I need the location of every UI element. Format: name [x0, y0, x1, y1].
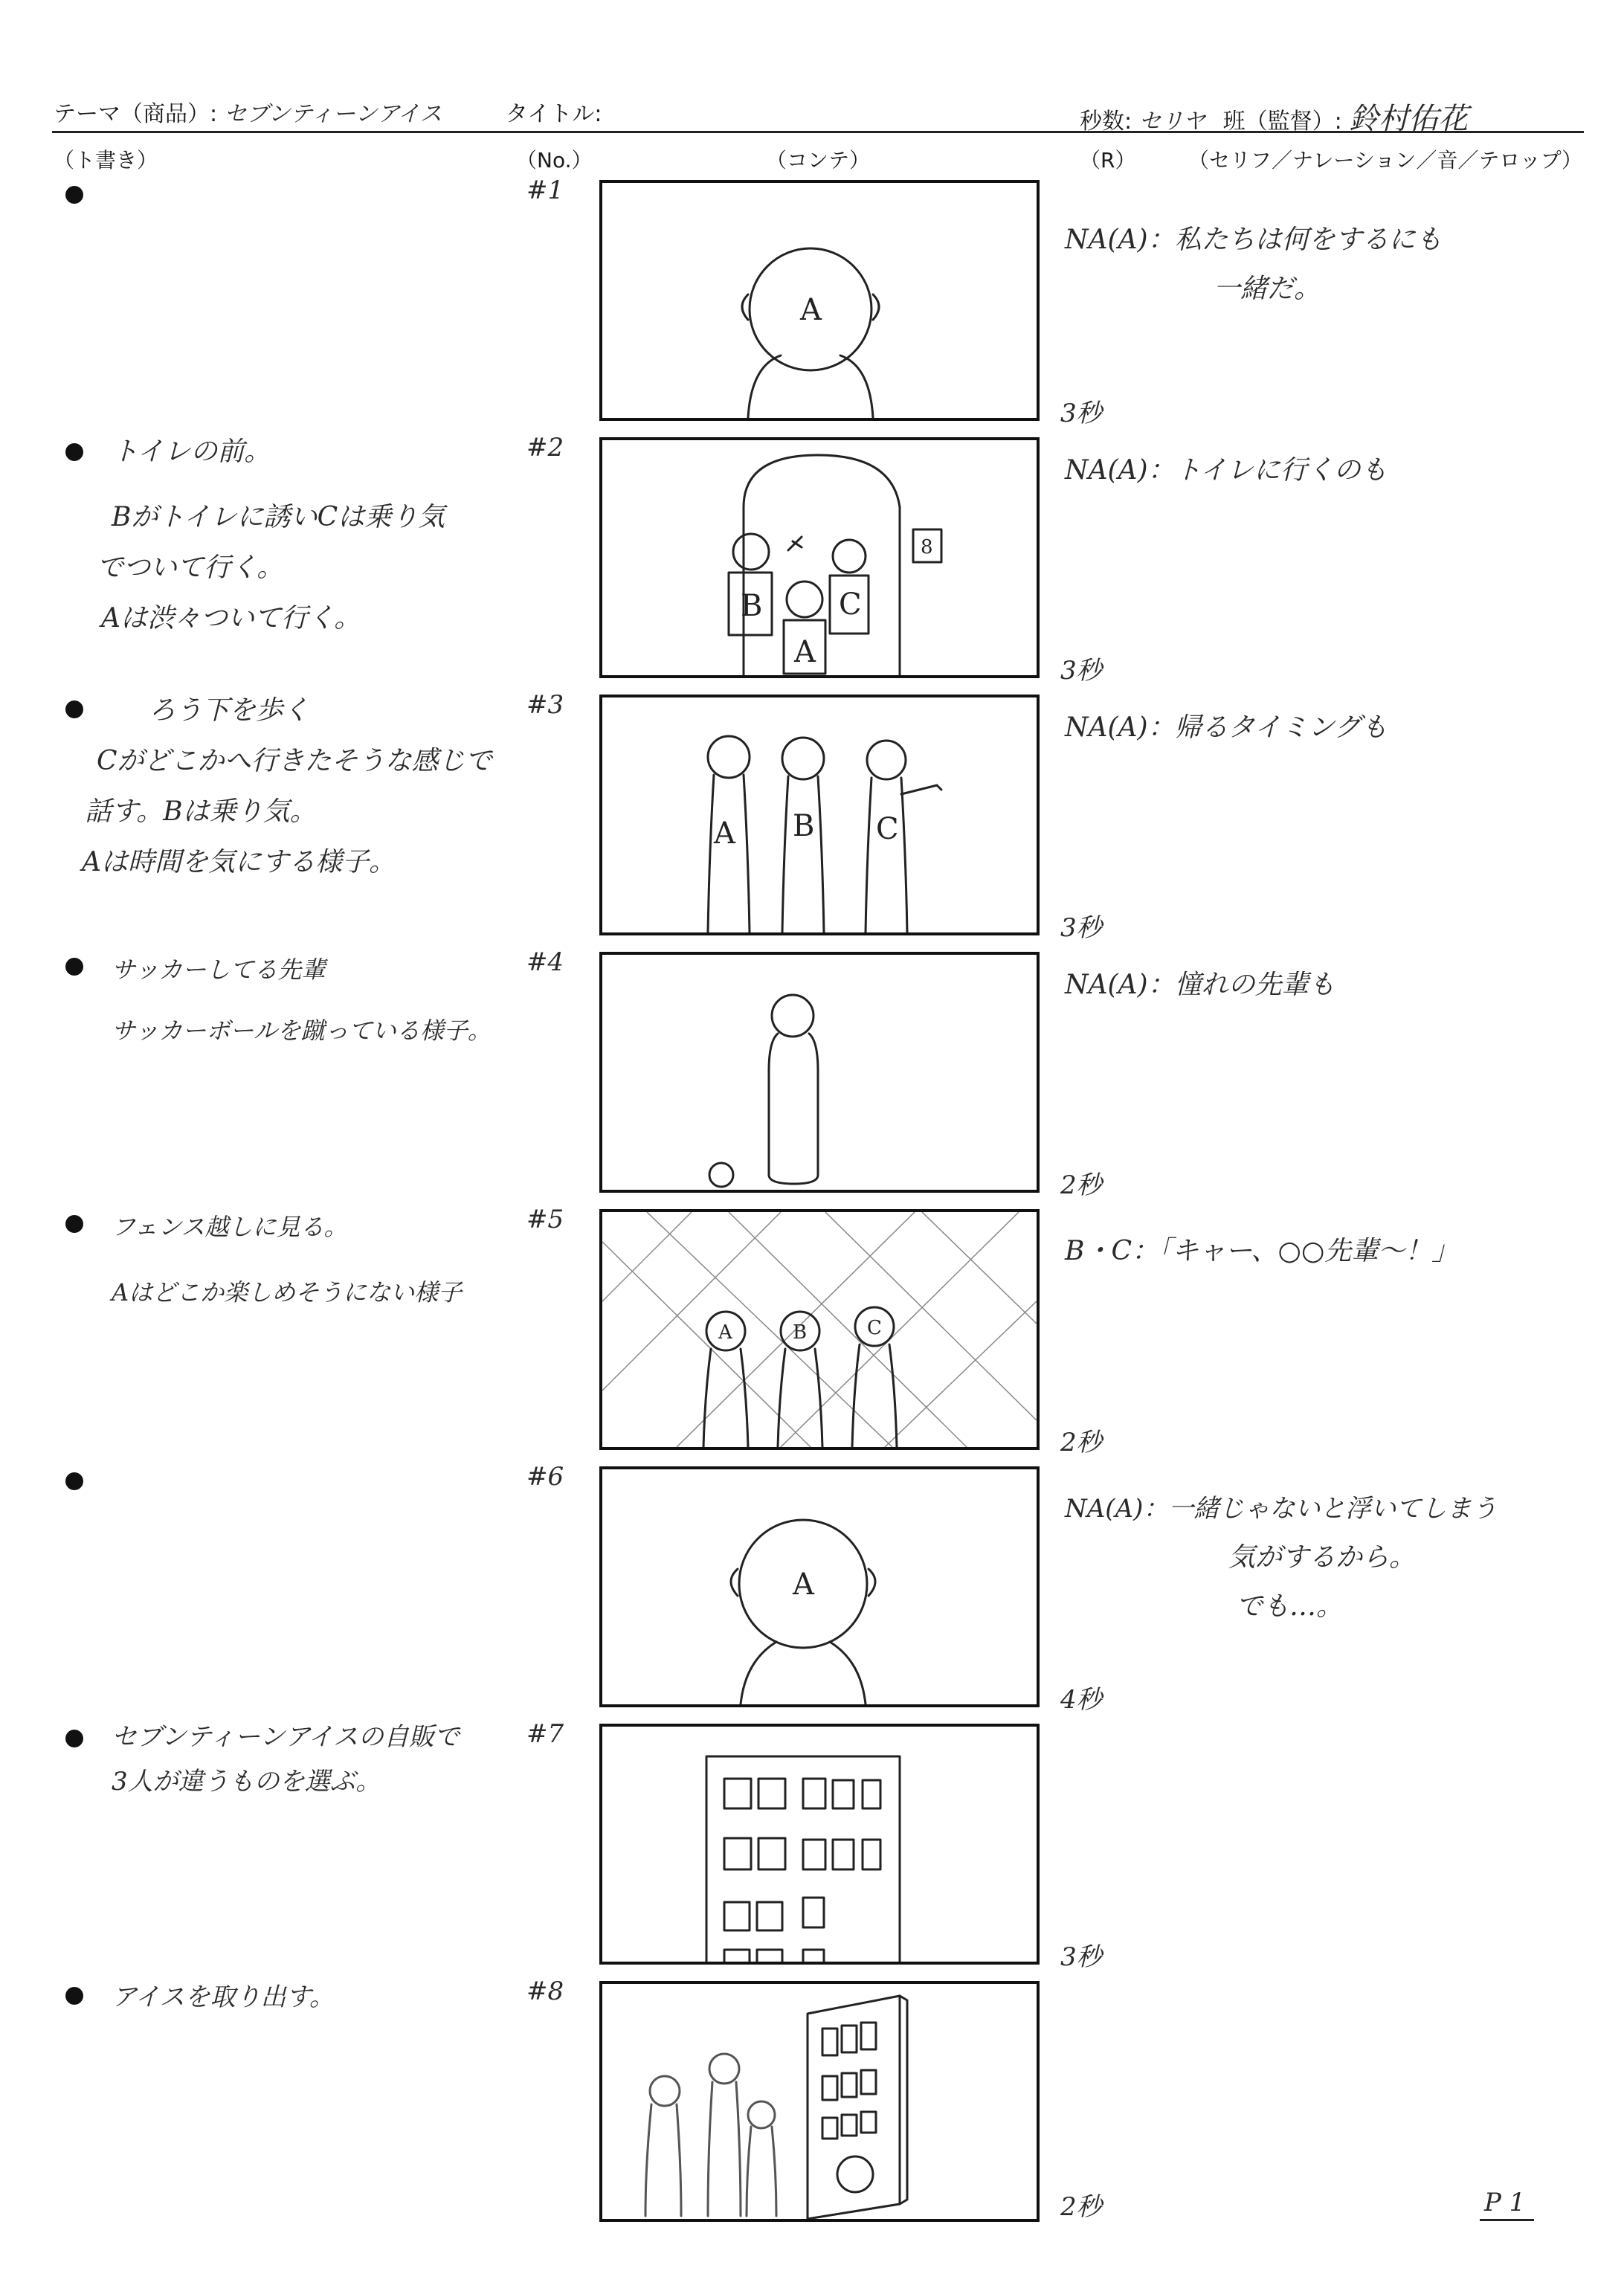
col-direction: （ト書き）	[54, 148, 158, 173]
shot-5-direction-line: フェンス越しに見る。	[112, 1213, 348, 1241]
shot-1-seconds: 3秒	[1060, 399, 1102, 428]
shot-8-number: #8	[526, 1976, 564, 2006]
shot-6-dialog-line: でも…。	[1236, 1591, 1344, 1622]
shot-5-label-a: A	[718, 1321, 732, 1344]
shot-6-dialog-line: NA(A)：一緒じゃないと浮いてしまう	[1065, 1494, 1498, 1524]
col-conte: （コンテ）	[766, 148, 871, 173]
title-field	[506, 95, 602, 128]
shot-4-direction	[112, 944, 550, 1056]
shot-4-number: #4	[526, 947, 564, 977]
shot-2-bullet	[65, 443, 83, 461]
shot-2-direction-line: Aは渋々ついて行く。	[101, 603, 361, 634]
shot-1-panel	[599, 180, 1040, 421]
shot-5-label-b: B	[793, 1321, 808, 1344]
shot-5-number: #5	[526, 1205, 564, 1234]
shot-2-number: #2	[526, 433, 564, 463]
shot-6-dialog-line: 気がするから。	[1228, 1542, 1417, 1573]
shot-2-seconds: 3秒	[1060, 656, 1102, 686]
shot-5-sketch	[602, 1212, 1037, 1447]
shot-8-sketch	[602, 1984, 1037, 2219]
col-no: （No.）	[516, 148, 593, 173]
shot-3-direction-line: 話す。Bは乗り気。	[85, 796, 317, 827]
shot-6-dialog	[1065, 1484, 1585, 1631]
shot-7-direction	[112, 1715, 550, 1804]
shot-6-seconds: 4秒	[1060, 1685, 1102, 1715]
seconds-value: セリヤ	[1138, 109, 1206, 135]
shot-3-bullet	[65, 700, 83, 718]
col-dialog: （セリフ／ナレーション／音／テロップ）	[1188, 148, 1583, 173]
shot-8-direction-line: アイスを取り出す。	[112, 1982, 335, 2012]
shot-3-direction-line: ろう下を歩く	[149, 695, 310, 726]
shot-4-direction-line: サッカーボールを蹴っている様子。	[112, 1016, 492, 1045]
shot-5-dialog	[1065, 1227, 1585, 1276]
shot-1-number: #1	[526, 175, 564, 205]
shot-7-direction-line: 3人が違うものを選ぶ。	[112, 1767, 381, 1797]
shot-3-panel	[599, 695, 1040, 935]
shot-6-sketch	[602, 1469, 1037, 1704]
shot-6-label-a: A	[793, 1568, 814, 1602]
shot-3-direction-line: Cがどこかへ行きたそうな感じで	[97, 746, 492, 776]
shot-7-seconds: 3秒	[1060, 1942, 1102, 1972]
shot-5-direction	[112, 1202, 550, 1318]
shot-2-panel	[599, 437, 1040, 678]
shot-7-number: #7	[526, 1719, 564, 1749]
shot-2-dialog	[1065, 446, 1585, 495]
shot-2-direction-line: Bがトイレに誘いCは乗り気	[112, 502, 445, 532]
col-r: （R）	[1080, 148, 1136, 173]
shot-2-label-c: C	[839, 587, 862, 622]
shot-7-bullet	[65, 1730, 83, 1747]
shot-3-label-a: A	[714, 816, 735, 851]
shot-3-direction-line: Aは時間を気にする様子。	[82, 847, 396, 877]
shot-4-dialog	[1065, 961, 1585, 1010]
shot-2-direction-line: トイレの前。	[112, 436, 271, 467]
shot-2-label-b: B	[741, 589, 763, 623]
shot-6-number: #6	[526, 1462, 564, 1492]
seconds-label: 秒数:	[1080, 109, 1132, 135]
shot-2-dialog-line: NA(A)：トイレに行くのも	[1065, 455, 1388, 486]
page-number: P 1	[1480, 2188, 1534, 2221]
shot-8-bullet	[65, 1987, 83, 2005]
shot-3-number: #3	[526, 690, 564, 720]
shot-6-panel	[599, 1466, 1040, 1707]
shot-7-sketch	[602, 1727, 1037, 1962]
title-label: タイトル:	[506, 101, 602, 127]
theme-value: セブンティーンアイス	[224, 101, 442, 127]
shot-1-dialog-line: 一緒だ。	[1214, 274, 1321, 304]
shot-3-label-b: B	[793, 809, 815, 843]
svg-text:8: 8	[921, 536, 933, 558]
shot-1-bullet	[65, 186, 83, 204]
shot-8-seconds: 2秒	[1060, 2192, 1102, 2222]
shot-2-sketch	[602, 440, 1037, 675]
shot-5-seconds: 2秒	[1060, 1428, 1102, 1457]
shot-5-panel	[599, 1209, 1040, 1450]
shot-2-direction-line: でついて行く。	[97, 552, 284, 583]
shot-5-bullet	[65, 1215, 83, 1233]
shot-7-direction-line: セブンティーンアイスの自販で	[112, 1722, 460, 1752]
group-value: 鈴村佑花	[1349, 102, 1469, 136]
shot-3-label-c: C	[876, 812, 899, 846]
shot-7-panel	[599, 1724, 1040, 1965]
shot-4-seconds: 2秒	[1060, 1170, 1102, 1200]
theme-field	[54, 95, 442, 128]
theme-label: テーマ（商品）:	[54, 101, 218, 127]
shot-4-bullet	[65, 958, 83, 976]
shot-4-panel	[599, 952, 1040, 1193]
shot-4-dialog-line: NA(A)：憧れの先輩も	[1065, 970, 1335, 1000]
shot-4-sketch	[602, 955, 1037, 1190]
shot-5-label-c: C	[867, 1317, 882, 1339]
shot-8-panel	[599, 1981, 1040, 2222]
shot-5-dialog-line: B・C：「キャー、○○先輩〜！」	[1065, 1236, 1459, 1266]
shot-8-direction	[112, 1972, 550, 2023]
shot-3-sketch	[602, 697, 1037, 932]
shot-3-dialog	[1065, 703, 1585, 753]
shot-2-label-a: A	[794, 635, 816, 669]
shot-3-direction	[82, 686, 550, 888]
shot-1-dialog-line: NA(A)：私たちは何をするにも	[1065, 225, 1443, 255]
shot-1-sketch	[602, 183, 1037, 418]
shot-1-dialog	[1065, 216, 1585, 314]
group-label: 班（監督）:	[1222, 109, 1342, 135]
shot-3-dialog-line: NA(A)：帰るタイミングも	[1065, 712, 1388, 743]
shot-5-direction-line: Aはどこか楽しめそうにない様子	[112, 1278, 463, 1307]
shot-4-direction-line: サッカーしてる先輩	[112, 956, 326, 984]
shot-3-seconds: 3秒	[1060, 913, 1102, 943]
header-divider	[52, 131, 1584, 133]
shot-1-label-a: A	[800, 293, 822, 327]
shot-2-direction	[97, 427, 550, 644]
shot-6-bullet	[65, 1472, 83, 1490]
